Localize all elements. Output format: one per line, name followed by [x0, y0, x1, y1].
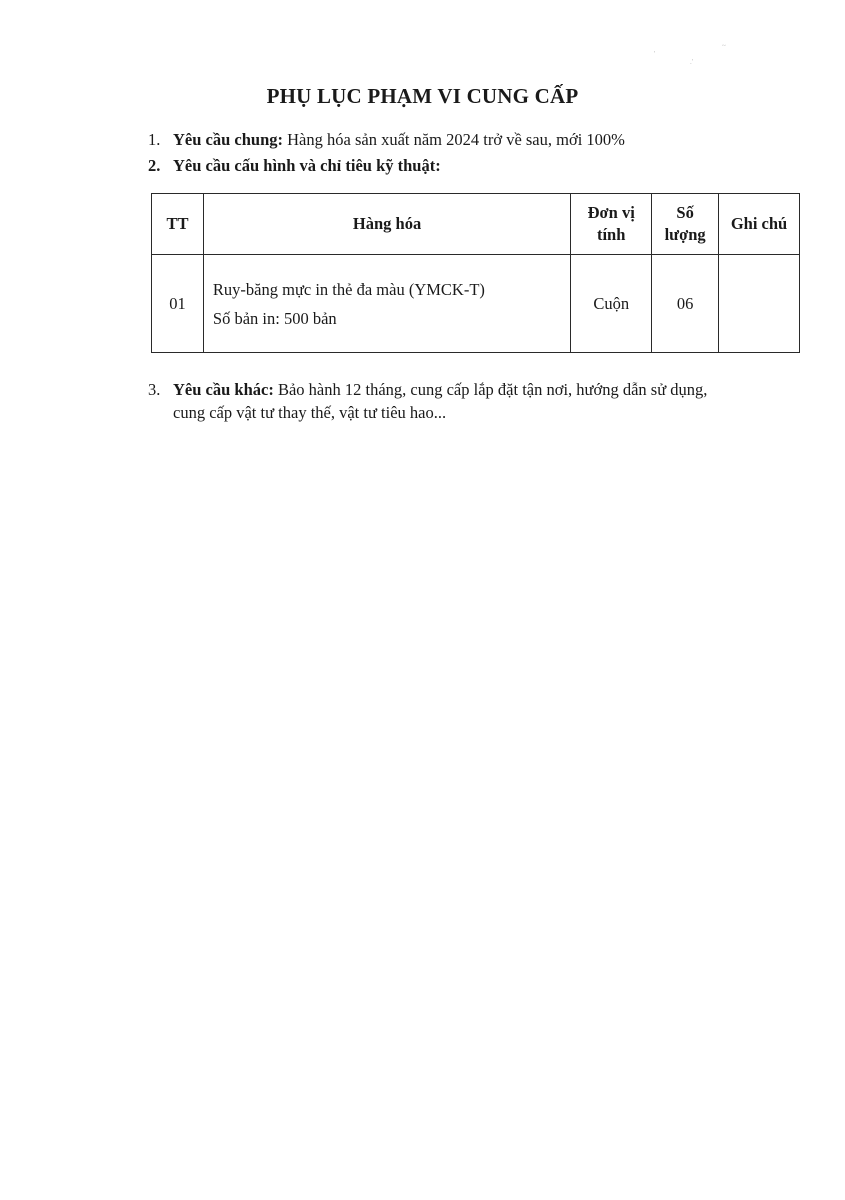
requirement-text: Hàng hóa sản xuất năm 2024 trở về sau, mới 100%	[283, 130, 625, 149]
item-name: Ruy-băng mực in thẻ đa màu (YMCK-T)	[212, 279, 485, 299]
scan-speck: ~	[722, 42, 726, 50]
header-unit-line2: tính	[596, 225, 626, 244]
scan-speck: '	[654, 50, 656, 58]
header-qty-line1: Số	[676, 203, 694, 222]
cell-note	[719, 255, 800, 353]
header-unit-line1: Đơn vị	[587, 203, 635, 222]
requirement-number: 1.	[148, 130, 161, 149]
header-qty-line2: lượng	[664, 225, 706, 244]
table-header-row	[152, 194, 800, 255]
requirement-text: Bảo hành 12 tháng, cung cấp lắp đặt tận nơi, hướng dẫn sử dụng,	[273, 380, 708, 399]
header-qty	[652, 194, 719, 255]
item-spec: Số bản in: 500 bản	[212, 308, 337, 328]
requirement-general	[148, 128, 625, 151]
requirement-label: Yêu cầu khác:	[173, 380, 274, 399]
scan-speck: .'	[690, 58, 694, 66]
cell-item	[203, 255, 570, 353]
requirement-other	[148, 378, 788, 424]
cell-unit: Cuộn	[571, 255, 652, 353]
requirement-label: Yêu cầu chung:	[173, 130, 284, 149]
cell-qty: 06	[652, 255, 719, 353]
header-tt: TT	[152, 194, 204, 255]
requirement-number: 2.	[148, 156, 161, 175]
table-row	[152, 255, 800, 353]
cell-tt: 01	[152, 255, 204, 353]
requirement-number: 3.	[148, 380, 161, 399]
requirement-label: Yêu cầu cấu hình và chỉ tiêu kỹ thuật:	[173, 156, 441, 175]
page-title: PHỤ LỤC PHẠM VI CUNG CẤP	[266, 84, 579, 108]
header-unit	[571, 194, 652, 255]
goods-table	[151, 193, 800, 353]
requirement-text-continued: cung cấp vật tư thay thế, vật tư tiêu hao...	[173, 403, 447, 422]
header-item: Hàng hóa	[203, 194, 570, 255]
header-note: Ghi chú	[719, 194, 800, 255]
requirement-spec	[148, 154, 441, 177]
